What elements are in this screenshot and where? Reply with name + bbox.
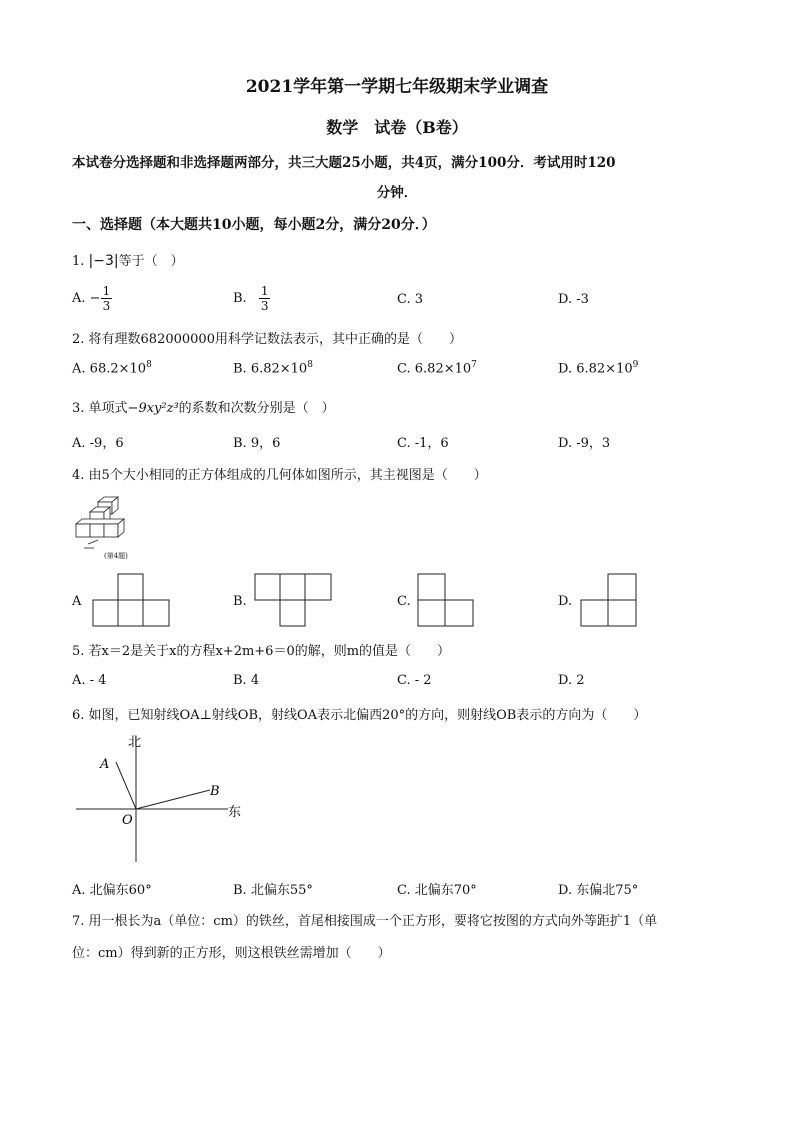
option-label: D.: [558, 292, 573, 307]
question-3-option-d: D. -9，3: [558, 436, 611, 451]
question-1-option-a: [72, 284, 112, 313]
question-3-prefix: 3. 单项式: [72, 401, 128, 416]
question-1-abs-expression: |−3|: [88, 253, 119, 269]
question-4-option-c-label: C.: [397, 594, 411, 609]
option-fraction: [101, 284, 113, 313]
question-6-option-c: C. 北偏东70°: [397, 883, 477, 898]
question-1-option-d: [558, 292, 589, 307]
ray-ob: [136, 790, 210, 809]
fraction-numerator: 1: [102, 284, 111, 298]
option-exponent: 9: [632, 360, 639, 370]
question-2-option-b: [233, 360, 313, 376]
option-label: A.: [72, 361, 86, 377]
north-label: 北: [128, 735, 142, 750]
option-exponent: 8: [146, 360, 152, 370]
question-7-line-1: 7. 用一根长为a（单位：cm）的铁丝，首尾相接围成一个正方形，要将它按图的方式向外等距扩1（单: [72, 914, 658, 929]
question-6-direction-figure: [72, 728, 252, 868]
option-base: 6.82×10: [250, 361, 308, 377]
option-label: C.: [397, 361, 411, 377]
question-4-option-d-front-view: [580, 573, 640, 629]
point-o-label: O: [122, 813, 133, 828]
question-2-option-c: [397, 360, 477, 376]
fraction-numerator: 1: [260, 284, 269, 298]
fraction-denominator: 3: [102, 299, 111, 313]
option-text: -3: [576, 292, 589, 307]
option-text: 3: [414, 292, 424, 307]
question-3-option-c: C. -1，6: [397, 436, 449, 451]
intro-line-2: 分钟．: [376, 185, 418, 201]
question-2-stem: 2. 将有理数682000000用科学记数法表示，其中正确的是（ ）: [72, 332, 462, 347]
question-5-stem: 5. 若x＝2是关于x的方程x+2m+6＝0的解，则m的值是（ ）: [72, 644, 451, 659]
option-label: A.: [72, 291, 86, 306]
option-label: B.: [233, 291, 247, 306]
question-4-option-b-label: B.: [233, 594, 247, 609]
option-label: B.: [233, 361, 247, 377]
question-6-option-a: A. 北偏东60°: [72, 883, 152, 898]
point-a-label: A: [100, 757, 110, 772]
option-exponent: 7: [471, 360, 477, 370]
option-base: 6.82×10: [576, 361, 633, 377]
intro-line-1: 本试卷分选择题和非选择题两部分，共三大题25小题，共4页，满分100分．考试用时120: [72, 155, 616, 171]
question-1-option-c: [397, 292, 423, 307]
question-5-option-b: B. 4: [233, 673, 260, 688]
option-exponent: 8: [307, 360, 313, 370]
question-2-option-d: [558, 360, 638, 376]
question-5-option-d: D. 2: [558, 673, 585, 688]
question-3-expression: −9xy²z³: [127, 401, 179, 416]
question-5-option-a: A. - 4: [72, 673, 107, 688]
question-7-line-2: 位：cm）得到新的正方形，则这根铁丝需增加（ ）: [72, 946, 391, 961]
fraction-denominator: 3: [260, 299, 269, 313]
option-label: C.: [397, 292, 411, 307]
page-title: 2021学年第一学期七年级期末学业调查: [245, 77, 549, 97]
question-3-suffix: 的系数和次数分别是（ ）: [178, 401, 335, 416]
question-6-stem: 6. 如图，已知射线OA⊥射线OB，射线OA表示北偏西20°的方向，则射线OB表示的方向为（ ）: [72, 708, 647, 723]
question-1: [72, 250, 184, 269]
question-3-option-a: A. -9，6: [72, 436, 124, 451]
question-1-number: 1.: [72, 254, 85, 269]
question-2-option-a: [72, 360, 152, 376]
option-base: 6.82×10: [414, 361, 472, 377]
question-4-stem: 4. 由5个大小相同的正方体组成的几何体如图所示，其主视图是（ ）: [72, 468, 487, 483]
question-4-option-d-label: D.: [558, 594, 573, 609]
question-1-option-b: [233, 284, 270, 313]
point-b-label: B: [210, 784, 220, 799]
option-label: D.: [558, 361, 573, 377]
question-4-option-c-front-view: [417, 573, 477, 629]
question-1-stem: 等于（ ）: [118, 254, 184, 269]
question-4-option-a-label: A: [72, 594, 82, 609]
section-heading-choice: 一、选择题（本大题共10小题，每小题2分，满分20分．）: [72, 217, 436, 233]
question-4-option-a-front-view: [92, 573, 174, 629]
option-sign: −: [89, 291, 101, 306]
question-3-option-b: B. 9，6: [233, 436, 281, 451]
question-3-stem: [72, 397, 335, 416]
question-6-option-d: D. 东偏北75°: [558, 883, 639, 898]
option-fraction: [259, 284, 271, 313]
page-subtitle: 数学 试卷（B卷）: [326, 118, 468, 137]
ray-oa: [116, 762, 136, 809]
east-label: 东: [228, 805, 242, 820]
option-base: 68.2×10: [89, 361, 147, 377]
question-5-option-c: C. - 2: [397, 673, 432, 688]
question-4-option-b-front-view: [254, 573, 336, 629]
question-6-option-b: B. 北偏东55°: [233, 883, 313, 898]
question-4-figure-caption: (第4题): [104, 552, 128, 560]
